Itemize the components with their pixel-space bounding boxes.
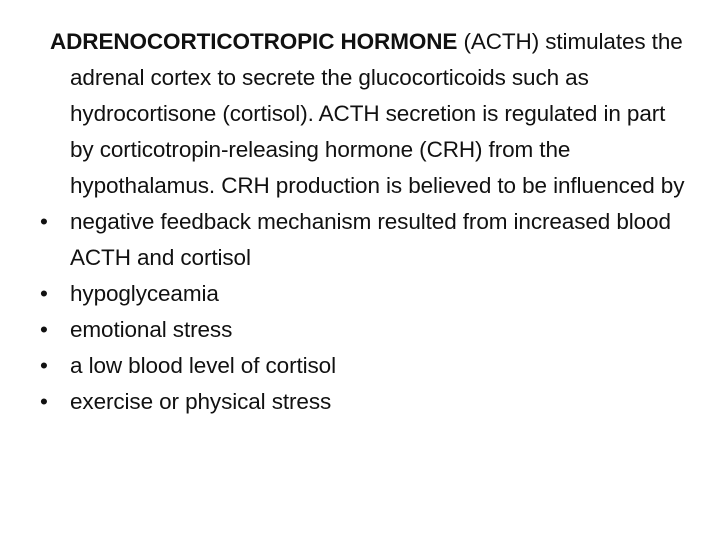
list-item-text: negative feedback mechanism resulted from increased blood ACTH and cortisol — [70, 209, 671, 270]
list-item-text: emotional stress — [70, 317, 233, 342]
list-item-text: hypoglyceamia — [70, 281, 219, 306]
list-item — [40, 348, 690, 384]
bullet-icon: • — [40, 389, 48, 414]
influence-list — [40, 204, 690, 420]
intro-paragraph — [40, 24, 690, 204]
intro-term: ADRENOCORTICOTROPIC HORMONE — [50, 29, 458, 54]
slide-body — [40, 24, 690, 420]
intro-text: (ACTH) stimulates the adrenal cortex to secrete the glucocorticoids such as hydrocortisone (cortisol). ACTH secretion is regulated in part by corticotropin-releasing hormone (CRH) from the hypothalamus. CRH production is believed to be influenced by — [70, 29, 685, 198]
bullet-icon: • — [40, 209, 48, 234]
bullet-icon: • — [40, 317, 48, 342]
list-item — [40, 312, 690, 348]
list-item-text: exercise or physical stress — [70, 389, 332, 414]
list-item-text: a low blood level of cortisol — [70, 353, 336, 378]
bullet-icon: • — [40, 353, 48, 378]
bullet-icon: • — [40, 281, 48, 306]
list-item — [40, 276, 690, 312]
list-item — [40, 384, 690, 420]
list-item — [40, 204, 690, 276]
